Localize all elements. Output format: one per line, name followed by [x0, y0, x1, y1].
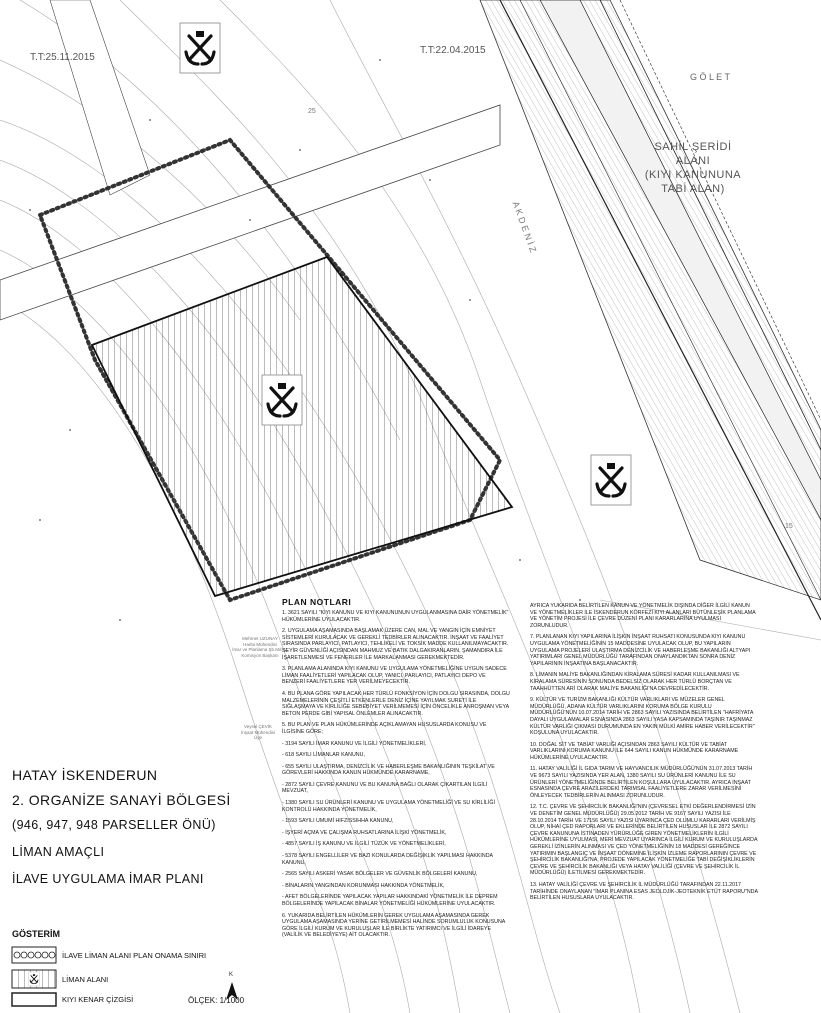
plan-note: - 3194 SAYILI İMAR KANUNU VE İLGİLİ YÖNETMELİKLERİ,	[282, 740, 427, 747]
plan-notes-title: PLAN NOTLARI	[282, 597, 352, 607]
signer-role: İnşaat Mühendisi	[240, 729, 276, 735]
anchor-icon-center	[262, 375, 302, 425]
date-left: T.T:25.11.2015	[30, 52, 95, 63]
plan-note: - AFET BÖLGELERİNDE YAPILACAK YAPILAR HAKKINDAKİ YÖNETMELİK İLE DEPREM BÖLGELERİNDE YAPILACAK BİNALAR YÖNETMELİĞİ HÜKÜMLERİNE UYULACAKTIR.	[282, 894, 498, 907]
contour-label-25: 25	[308, 108, 316, 115]
plan-title-line: (946, 947, 948 PARSELLER ÖNÜ)	[12, 818, 216, 832]
coastal-zone-line: (KIYI KANUNUNA	[644, 169, 742, 181]
plan-note: 3. PLANLAMA ALANINDA KIYI KANUNU VE UYGULAMA YÖNETMELİĞİNE UYGUN SADECE LİMAN FAALİYETLERİ YAPILACAK OLUP, YANICI, PARLAYICI, PATLAYICI DEPO VE BENZERİ FAALİYETLERE YER VERİLMEYECEKTİR.	[282, 666, 507, 686]
plan-note: 9. KÜLTÜR VE TURİZM BAKANLIĞI KÜLTÜR VARLIKLARI VE MÜZELER GENEL MÜDÜRLÜĞÜ, ADANA KÜLTÜR VARLIKLARINI KORUMA BÖLGE KURULU MÜDÜRLÜĞÜ'NÜN 10.07.2014 TARİH VE 2863 SAYILI YAZISINDA BELİRTİLEN "HAFRİYATA DAYALI UYGULAMALAR ESNASINDA 2863 SAYILI YASA KAPSAMINDA TAŞINIR TAŞINMAZ KÜLTÜR VARLIĞI ÇIKMASI DURUMUNDA EN YAKIN MÜLKİ AMİRE HABER VERİLECEKTİR" KOŞULUNA UYULACAKTIR.	[530, 697, 755, 737]
plan-title-line: 2. ORGANİZE SANAYİ BÖLGESİ	[12, 792, 231, 808]
scale-label: ÖLÇEK: 1/1000	[188, 996, 245, 1005]
date-right: T.T:22.04.2015	[420, 45, 486, 56]
legend-label-boundary: İLAVE LİMAN ALANI PLAN ONAMA SINIRI	[62, 951, 207, 960]
plan-note: 10. DOĞAL SİT VE TABİAT VARLIĞI AÇISINDAN 2863 SAYILI KÜLTÜR VE TABİAT VARLIKLARINI KORUMA KANUNU İLE 644 SAYILI KANUN HÜKMÜNDE KARARNAME HÜKÜMLERİNE UYULACAKTIR.	[530, 741, 739, 761]
contour-label-15: 15	[785, 523, 793, 530]
legend-title: GÖSTERİM	[12, 929, 61, 939]
coastal-zone-label	[633, 140, 753, 196]
signer-name: Mehmet UZUNAY	[242, 636, 278, 641]
plan-note: 7. PLANLANAN KIYI YAPILARINA İLİŞKİN İNŞAAT RUHSATI KONUSUNDA KIYI KANUNU UYGULAMA YÖNETMELİĞİNİN 15 MADDESİNE UYULACAK OLUP, BU YAPILARIN UYGULAMA PROJELERİ ULAŞTIRMA DENİZCİLİK VE HABERLEŞME BAKANLIĞI ALTYAPI YATIRIMLARI GENEL MÜDÜRLÜĞÜ TARAFINDAN ONAYLANDIKTAN SONRA DENİZ YAPILARININ İNŞAATINA BAŞLANACAKTIR.	[530, 634, 751, 667]
plan-note: 5. BU PLAN VE PLAN HÜKÜMLERİNDE AÇIKLAMAYAN HUSUSLARDA KONUSU VE İLGİSİNE GÖRE;	[282, 722, 487, 735]
sea-label: A K D E N İ Z	[510, 200, 539, 254]
signer-role: Üye	[253, 735, 262, 740]
plan-note: 12. T.C. ÇEVRE VE ŞEHİRCİLİK BAKANLIĞI'NIN (ÇEVRESEL ETKİ DEĞERLENDİRMESİ İZİN VE DENETİM GENEL MÜDÜRLÜĞÜ) 29.05.2012 TARİH VE 9167 SAYILI YAZISI İLE 28.10.2014 TARİH VE 17156 SAYILI YAZISI UYARINCA ÇED OLUMLU KARARLARI VERİLMİŞ OLUP, NİHAİ ÇED RAPORLARI VE EKLERİNDE BELİRTİLEN HUSUSLAR İLE 2872 SAYILI ÇEVRE KANUNUNA İSTİNADEN YÜRÜRLÜĞE GİREN YÖNETMELİKLERİN İLGİLİ HÜKÜMLERİNE UYULMASI, MERİ MEVZUAT UYARINCA İLGİLİ KURUM VE KURULUŞLARDA GEREKLİ İZİNLERİN ALINMASI VE ÇED YÖNETMELİĞİNİN 18 MADDESİ GEREĞİNCE YATIRIMIN BAŞLANGIÇ VE İNŞAAT DÖNEMİNE İLİŞKİN İZLEME RAPORLARININ ÇEVRE VE ŞEHİRCİLİK BAKANLIĞI'NA, PROJEDE YAPILACAK YÖNETMELİĞE TABİ DEĞİŞİKLİKLERİN ÇEVRE VE ŞEHİRCİLİK BAKANLIĞI VEYA HATAY VALİLİĞİ (ÇEVRE VE ŞEHİRCİLİK İL MÜDÜRLÜĞÜ) İLETİLMESİ GEREKMEKTEDİR.	[530, 804, 758, 877]
coastal-zone-line: TABİ ALAN)	[661, 183, 725, 195]
plan-note: 2. UYGULAMA AŞAMASINDA BAŞLAMAK ÜZERE CAN, MAL VE YANGIN İÇİN EMNİYET SİSTEMLERİ KURULACAK VE GEREKLİ TEDBİRLER ALINACAKTIR. İNŞAAT VE FAALİYET SIRASINDA PARLAYICI, PATLAYICI, TEHLİKELİ VE TOKSİK MADDE KULLANILMAYACAKTIR. SEYİR GÜVENLİĞİ AÇISINDAN MAHMUZ VE BATIK DALGAKIRANLARIN, ŞAMANDIRA İLE İŞARETLENMESİ VE FENERLER İLE MARKALANMASI GEREKMEKTEDİR.	[282, 628, 509, 661]
plan-note: - 5378 SAYILI ENGELLİLER VE BAZI KONULARDA DEĞİŞİKLİK YAPILMASI HAKKINDA KANUNU,	[282, 853, 493, 866]
plan-note: - 655 SAYILI ULAŞTIRMA, DENİZCİLİK VE HABERLEŞME BAKANLIĞININ TEŞKİLAT VE GÖREVLERİ HAKKINDA KANUN HÜKMÜNDE KARARNAME,	[282, 763, 495, 777]
anchor-icon-top	[180, 23, 220, 73]
coastal-strip	[480, 0, 821, 640]
plan-note: 13. HATAY VALİLİĞİ ÇEVRE VE ŞEHİRCİLİK İL MÜDÜRLÜĞÜ TARAFINDAN 22.11.2017 TARİHİNDE ONAYLANAN "İMAR PLANINA ESAS JEOLOJİK-JEOTEKNİK ETÜT RAPORU"NDA BELİRTİLEN HUSUSLARA UYULACAKTIR.	[530, 881, 758, 902]
plan-note: - 618 SAYILI LİMANLAR KANUNU,	[282, 752, 365, 759]
plan-note: - 4857 SAYILI İŞ KANUNU VE İLGİLİ TÜZÜK VE YÖNETMELİKLERİ,	[282, 841, 446, 848]
signer-name: Veysel ÇEVİK	[243, 724, 272, 729]
plan-note: 4. BU PLANA GÖRE YAPILACAK HER TÜRLÜ FONKSİYON İÇİN DOLGU SIRASINDA, DOLGU MALZEMELERİNİN ÇEŞİTLİ ETKENLERLE DENİZ İÇİNE YAYILMAK SURETİ İLE SIĞLAŞMAYA VE KİRLİLİĞE SEBEBİYET VERİLMEMESİ İÇİN ÖNCELİKLE ANROŞMAN VEYA BETON PERDE GİBİ YAPISAL ÖNLEMLER ALINACAKTIR.	[282, 690, 510, 717]
plan-note: AYRICA YUKARIDA BELİRTİLEN KANUN VE YÖNETMELİK DIŞINDA DİĞER İLGİLİ KANUN VE YÖNETMELİKLER İLE İSKENDERUN KÖRFEZİ KIYI ALANLARI BÜTÜNLEŞİK PLANLAMA VE YÖNETİM PROJESİ İLE ÇEVRE DÜZENİ PLANI KARARLARINA UYULMASI ZORUNLUDUR.	[530, 603, 756, 629]
legend-label-port: LİMAN ALANI	[62, 975, 109, 984]
legend-symbols	[12, 947, 56, 1006]
plan-title-line: HATAY İSKENDERUN	[12, 767, 158, 783]
plan-notes-left	[282, 610, 510, 944]
plan-note: - 2872 SAYILI ÇEVRE KANUNU VE BU KANUNA BAĞLI OLARAK ÇIKARTILAN İLGİLİ MEVZUAT,	[282, 781, 488, 795]
plan-note: 1. 3621 SAYILI "KIYI KANUNU VE KIYI KANUNUNUN UYGULANMASINA DAİR YÖNETMELİK" HÜKÜMLERİNE UYULACAKTIR.	[282, 610, 509, 623]
plan-title-line: İLAVE UYGULAMA İMAR PLANI	[12, 872, 204, 886]
plan-note: 8. LİMANIN MALİYE BAKANLIĞINDAN KİRALAMA SÜRESİ KADAR KULLANILMASI VE KİRALAMA SÜRESİNİN SONUNDA BEDELSİZ OLARAK HER TÜRLÜ BORÇTAN VE TAAHHÜTTEN ARİ OLARAK MALİYE BAKANLIĞI'NA DEVREDİLECEKTİR.	[530, 672, 740, 692]
golet-label: G Ö L E T	[690, 72, 731, 82]
legend-label-coastline: KIYI KENAR ÇİZGİSİ	[62, 995, 134, 1004]
north-label: K	[229, 972, 234, 978]
plan-note: - 2565 SAYILI ASKERİ YASAK BÖLGELER VE GÜVENLİK BÖLGELERİ KANUNU,	[282, 871, 478, 878]
signer-role: Harita Mühendisi	[243, 641, 277, 647]
plan-title-line: LİMAN AMAÇLI	[12, 845, 105, 859]
plan-note: - BİNALARIN YANGINDAN KORUNMASI HAKKINDA YÖNETMELİK,	[282, 882, 445, 889]
coastal-zone-line: ALANI	[675, 155, 711, 167]
signature-block-2	[232, 724, 284, 741]
plan-note: 11. HATAY VALİLİĞİ İL GIDA TARIM VE HAYVANCILIK MÜDÜRLÜĞÜ'NÜN 31.07.2013 TARİH VE 9673 SAYILI YAZISINDA YER ALAN, 1380 SAYILI SU ÜRÜNLERİ KANUNU İLE SU ÜRÜNLERİ YÖNETMELİĞİNDE BELİRTİLEN KOŞULLARA UYULACAKTIR. AYRICA İNŞAAT ESNASINDA ÇEVRE ARAZİLERDEKİ TARIMSAL FAALİYETLERE ZARAR VERİLMESİNİ ÖNLEYECEK TEDBİRLERİN ALINMASI ZORUNLUDUR.	[530, 766, 753, 799]
plan-notes-right	[530, 603, 758, 907]
port-area	[92, 257, 512, 596]
plan-note: - İŞYERİ AÇMA VE ÇALIŞMA RUHSATLARINA İLİŞKİ YÖNETMELİK,	[282, 829, 447, 836]
plan-note: 6. YUKARIDA BELİRTİLEN HÜKÜMLERİN GEREK UYGULAMA AŞAMASINDA GEREK UYGULAMA AŞAMASINDA YERİNE GETİRİLMEMESİ HALİNDE SORUMLULUK KONUSUNA GÖRE İLGİLİ KURUM VE KURULUŞLAR İLE BİRLİKTE YATIRIMCI VE İLGİLİ İDAREYE (VALİLİK VE BELEDİYEYE) AİT OLACAKTIR.	[282, 912, 506, 939]
plan-note: - 1593 SAYILI UMUMİ HIFZISSIHHA KANUNU,	[282, 818, 394, 825]
plan-note: - 1380 SAYILI SU ÜRÜNLERİ KANUNU VE UYGULAMA YÖNETMELİĞİ VE SU KİRLİLİĞİ KONTROLÜ HAKKINDA YÖNETMELİK,	[282, 800, 495, 813]
anchor-icon-right	[591, 455, 631, 505]
signer-role: İmar ve Planlama Şb.Md. V.	[232, 647, 288, 652]
signature-block-1	[230, 636, 290, 658]
signer-role: Komisyon Başkanı	[241, 652, 279, 658]
coastal-zone-line: SAHİL ŞERİDİ	[654, 141, 732, 153]
